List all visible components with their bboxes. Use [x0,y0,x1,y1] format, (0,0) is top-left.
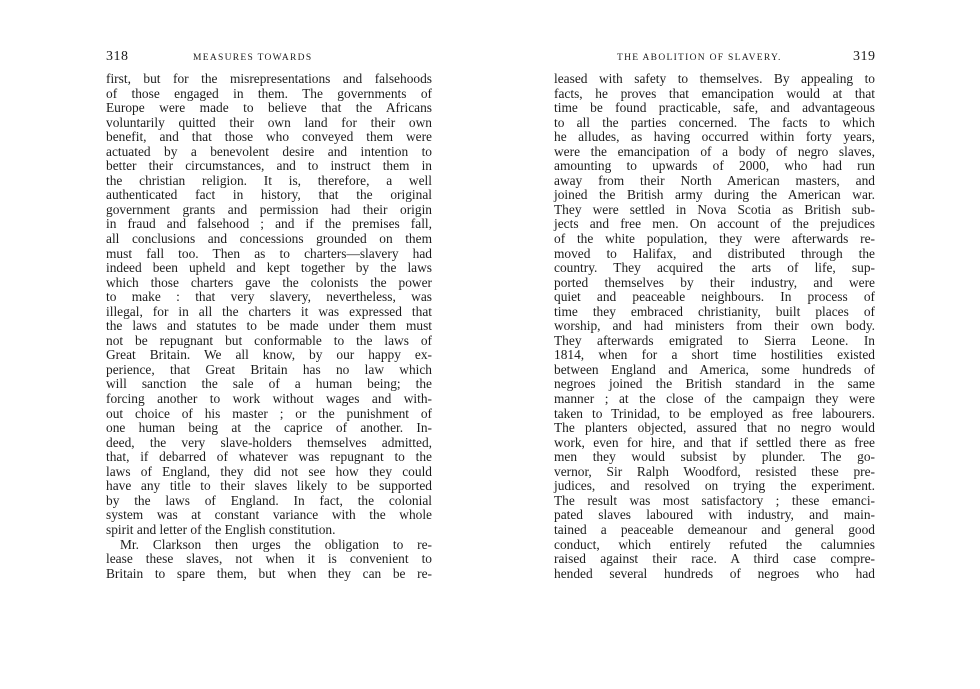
text-line: amounting to upwards of 2000, who had run [554,158,875,174]
page-number: 319 [853,49,876,64]
text-line: spirit and letter of the English constitution. [106,521,336,537]
running-head: MEASURES TOWARDS [193,53,313,63]
text-line: work, even for hire, and that if settled there as free [554,434,875,450]
text-line: forcing another to work without wages and with- [106,391,432,407]
text-line: time be found practicable, safe, and advantageous [554,100,875,116]
text-line: indeed been upheld and kept together by the laws [106,260,432,276]
text-line: laws of England, they did not see how they could [106,463,432,479]
text-line: by the laws of England. In fact, the colonial [106,492,432,508]
text-line: illegal, for in all the charters it was expressed that [106,303,432,319]
text-line: Britain to spare them, but when they can be re- [106,565,432,581]
text-line: time they embraced christianity, built places of [554,303,875,319]
text-line: he alludes, as having occurred within forty years, [554,129,875,145]
text-line: of those engaged in them. The governments of [106,85,432,101]
text-line: in fraud and falsehood ; and if the premises fall, [106,216,432,232]
text-line: Europe were made to believe that the Africans [106,100,432,116]
text-line: between England and America, some hundreds of [554,361,875,377]
text-line: perience, that Great Britain has no law which [106,361,432,377]
text-line: Great Britain. We all know, by our happy ex- [106,347,432,363]
text-line: benefit, and that those who conveyed them were [106,129,432,145]
text-line: deed, the very slave-holders themselves admitted, [106,434,432,450]
text-line: Mr. Clarkson then urges the obligation to re- [120,536,432,552]
text-line: have any title to their slaves likely to be supported [106,478,432,494]
text-line: hended several hundreds of negroes who had [554,565,875,581]
text-line: out choice of his master ; or the punishment of [106,405,432,421]
text-line: conduct, which entirely refuted the calumnies [554,536,875,552]
text-line: pated slaves laboured with industry, and main- [554,507,875,523]
body-text [106,72,432,581]
text-line: country. They acquired the arts of life, sup- [554,260,875,276]
text-line: taken to Trinidad, to be employed as free labourers. [554,405,875,421]
text-line: which those charters gave the colonists the power [106,274,432,290]
text-line: authenticated fact in history, that the original [106,187,432,203]
text-line: The planters objected, assured that no negro would [554,420,875,436]
text-line: must fall too. Then as to charters—slavery had [106,245,432,261]
text-line: lease these slaves, not when it is convenient to [106,551,432,567]
text-line: raised against their race. A third case compre- [554,551,875,567]
text-line: of the white population, they were afterwards re- [554,231,875,247]
text-line: all conclusions and concessions grounded on them [106,231,432,247]
text-line: to all the parties concerned. The facts to which [554,114,875,130]
text-line: were the emancipation of a body of negro slaves, [554,143,875,159]
text-line: The result was most satisfactory ; these emanci- [554,492,875,508]
text-line: They were settled in Nova Scotia as British sub- [554,201,875,217]
text-line: the laws and statutes to be made under them must [106,318,432,334]
text-line: jects and free men. On account of the prejudices [554,216,875,232]
text-line: voluntarily quitted their own land for their own [106,114,432,130]
text-line: one human being at the caprice of another. In- [106,420,432,436]
text-line: system was at constant variance with the whole [106,507,432,523]
text-line: moved to Halifax, and distributed through the [554,245,875,261]
right-page [490,0,980,689]
text-line: men they would subsist by plunder. The go- [554,449,875,465]
text-line: ported themselves by their industry, and were [554,274,875,290]
body-text [554,72,875,581]
text-line: not be repugnant but conformable to the laws of [106,332,432,348]
text-line: will sanction the sale of a human being; the [106,376,432,392]
text-line: vernor, Sir Ralph Woodford, resisted these pre- [554,463,875,479]
text-line: to make : that very slavery, nevertheless, was [106,289,432,305]
text-line: that, if debarred of whatever was repugnant to the [106,449,432,465]
text-line: first, but for the misrepresentations and falsehoods [106,71,432,86]
text-line: 1814, when for a short time hostilities existed [554,347,875,363]
text-line: actuated by a benevolent desire and intention to [106,143,432,159]
page-number: 318 [106,49,129,64]
text-line: worship, and had ministers from their own body. [554,318,875,334]
text-line: manner ; at the close of the campaign they were [554,391,875,407]
text-line: They afterwards emigrated to Sierra Leone. In [554,332,875,348]
text-line: facts, he proves that emancipation would at that [554,85,875,101]
running-head: THE ABOLITION OF SLAVERY. [617,53,782,63]
text-line: negroes joined the British standard in the same [554,376,875,392]
text-line: the christian religion. It is, therefore, a well [106,172,432,188]
text-line: judices, and resolved on trying the experiment. [554,478,875,494]
text-line: government grants and permission had their origin [106,201,432,217]
text-line: away from their North American masters, and [554,172,875,188]
text-line: joined the British army during the American war. [554,187,875,203]
text-line: tained a peaceable demeanour and general good [554,521,875,537]
text-line: better their circumstances, and to instruct them in [106,158,432,174]
text-line: quiet and peaceable neighbours. In process of [554,289,875,305]
text-line: leased with safety to themselves. By appealing to [554,71,875,86]
